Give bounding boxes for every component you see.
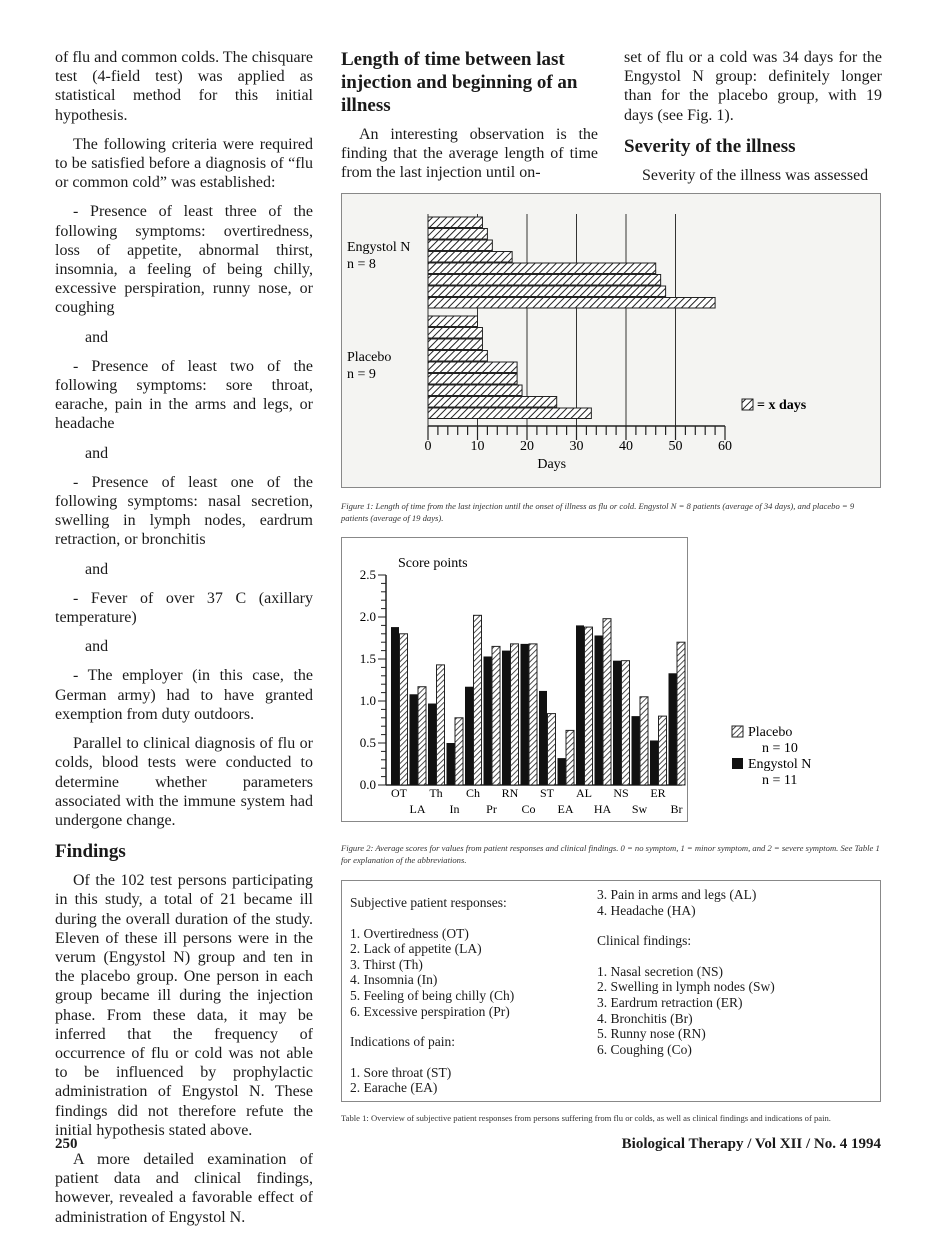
bar — [428, 397, 557, 408]
bar — [428, 316, 478, 327]
subjective-heading: Subjective patient responses: — [350, 895, 507, 910]
x-axis-label: Days — [537, 457, 567, 472]
paragraph-findings-2: A more detailed examination of patient data and clinical findings, however, revealed a favorable effect of administration of Engystol N. — [55, 1150, 313, 1226]
bar-engystol — [410, 694, 418, 785]
and-1: and — [85, 328, 109, 346]
and-3: and — [85, 560, 109, 578]
x-tick-label: AL — [576, 786, 592, 800]
table-1 — [341, 880, 881, 1102]
table-1-right-column — [597, 887, 867, 1072]
bar-engystol — [447, 743, 455, 785]
clinical-item: 5. Runny nose (RN) — [597, 1026, 706, 1042]
bar-engystol — [539, 691, 547, 785]
criterion-1: - Presence of least three of the following symptoms: overtiredness, loss of appetite, abnormal thirst, insomnia, a feeling of being chilly, excessive perspiration, runny nose, or coughing — [55, 203, 313, 317]
bar-placebo — [529, 644, 537, 785]
subjective-item: 6. Excessive perspiration (Pr) — [350, 1003, 510, 1019]
bar — [428, 252, 512, 263]
bar-engystol — [558, 758, 566, 785]
subjective-item: 1. Overtiredness (OT) — [350, 925, 469, 941]
group-n-label: n = 8 — [347, 257, 376, 272]
bar — [428, 408, 591, 419]
bar-engystol — [613, 661, 621, 785]
legend-engystol-n: n = 11 — [762, 773, 798, 788]
bar — [428, 328, 482, 339]
x-tick-label: Br — [670, 802, 683, 816]
subjective-item: 2. Lack of appetite (LA) — [350, 941, 482, 957]
bar-engystol — [521, 644, 529, 785]
y-tick-label: 0.0 — [359, 777, 376, 792]
journal-footer: Biological Therapy / Vol XII / No. 4 1994 — [621, 1136, 881, 1152]
bar — [428, 298, 715, 309]
x-tick-label: RN — [501, 786, 519, 800]
paragraph-criteria: The following criteria were required to be satisfied before a diagnosis of “flu or common cold” was established: — [55, 135, 313, 192]
pain-list-left — [350, 1065, 590, 1096]
x-tick-label: Sw — [631, 802, 648, 816]
bar-engystol — [632, 716, 640, 785]
x-tick-label: 50 — [668, 439, 683, 454]
x-tick-label: Co — [521, 802, 536, 816]
clinical-item: 3. Eardrum retraction (ER) — [597, 994, 743, 1010]
pain-heading: Indications of pain: — [350, 1034, 455, 1050]
bar-engystol — [576, 625, 584, 785]
figure-2-chart — [342, 538, 689, 823]
bar — [428, 362, 517, 373]
x-tick-label: EA — [557, 802, 574, 816]
clinical-item: 2. Swelling in lymph nodes (Sw) — [597, 979, 775, 995]
y-tick-label: 2.5 — [359, 567, 376, 582]
x-tick-label: 0 — [424, 439, 432, 454]
bar — [428, 217, 482, 228]
x-tick-label: NS — [613, 786, 629, 800]
clinical-heading: Clinical findings: — [597, 933, 692, 949]
heading-length-of-time: Length of time between last injection and beginning of an illness — [341, 49, 578, 116]
bar-placebo — [455, 718, 463, 785]
pain-item: 1. Sore throat (ST) — [350, 1064, 452, 1080]
pain-list-right — [597, 887, 867, 918]
x-tick-label: 20 — [520, 439, 534, 454]
paragraph-length: An interesting observation is the finding that the average length of time from the last injection until on- — [341, 126, 598, 182]
bar-engystol — [669, 673, 677, 785]
y-tick-label: 0.5 — [359, 735, 376, 750]
clinical-item: 6. Coughing (Co) — [597, 1041, 692, 1057]
figure-1-chart — [342, 194, 882, 489]
x-tick-label: OT — [391, 786, 407, 800]
bar-placebo — [622, 661, 630, 785]
subjective-list — [350, 926, 590, 1020]
text-column-left — [55, 48, 313, 1237]
pain-item: 2. Earache (EA) — [350, 1080, 438, 1096]
figure-1-caption: Figure 1: Length of time from the last injection until the onset of illness as flu or cold. Engystol N = 8 patients (average of 34 days), and placebo = 9 patients (average of 19 days). — [341, 501, 855, 523]
clinical-list — [597, 964, 867, 1058]
x-tick-label: Pr — [486, 802, 497, 816]
x-tick-label: Th — [429, 786, 443, 800]
heading-findings: Findings — [55, 841, 126, 863]
bar — [428, 240, 492, 251]
bar-placebo — [640, 697, 648, 785]
legend-engystol-label: Engystol N — [748, 757, 812, 772]
page-number: 250 — [55, 1136, 78, 1152]
bar-engystol — [484, 656, 492, 785]
bar — [428, 374, 517, 385]
y-tick-label: 2.0 — [359, 609, 376, 624]
pain-item: 4. Headache (HA) — [597, 902, 696, 918]
bar — [428, 351, 487, 362]
text-column-right — [624, 48, 882, 195]
bar-placebo — [492, 646, 500, 785]
bar — [428, 263, 656, 274]
x-tick-label: In — [449, 802, 460, 816]
legend-placebo-n: n = 10 — [762, 741, 798, 756]
criterion-5: - The employer (in this case, the German army) had to have granted exemption from duty outdoors. — [55, 667, 313, 723]
y-tick-label: 1.5 — [359, 651, 376, 666]
bar — [428, 275, 661, 286]
criterion-4: - Fever of over 37 C (axillary temperature) — [55, 589, 313, 627]
subjective-item: 5. Feeling of being chilly (Ch) — [350, 987, 515, 1003]
text-column-middle — [341, 48, 598, 193]
table-1-caption: Table 1: Overview of subjective patient responses from persons suffering from flu or colds, as well as clinical findings and indications of pain. — [341, 1113, 831, 1123]
group-n-label: n = 9 — [347, 367, 376, 382]
paragraph-parallel: Parallel to clinical diagnosis of flu or colds, blood tests were conducted to determine whether parameters associated with the immune system had undergone change. — [55, 735, 313, 829]
bar-placebo — [677, 642, 685, 785]
heading-severity: Severity of the illness — [624, 135, 796, 157]
x-tick-label: 40 — [619, 439, 633, 454]
clinical-item: 1. Nasal secretion (NS) — [597, 963, 723, 979]
group-label: Engystol N — [347, 240, 411, 255]
x-tick-label: ST — [539, 786, 555, 800]
x-tick-label: ER — [650, 786, 666, 800]
paragraph-continued: set of flu or a cold was 34 days for the Engystol N group: definitely longer than for the placebo group, with 19 days (see Fig. 1). — [624, 49, 882, 124]
x-tick-label: Ch — [465, 786, 481, 800]
and-4: and — [85, 638, 109, 656]
legend-placebo-label: Placebo — [748, 725, 793, 740]
bar-placebo — [474, 615, 482, 785]
bar-placebo — [659, 716, 667, 785]
x-tick-label: 30 — [569, 439, 584, 454]
bar-placebo — [585, 627, 593, 785]
subjective-item: 3. Thirst (Th) — [350, 956, 423, 972]
y-tick-label: 1.0 — [359, 693, 376, 708]
bar-engystol — [465, 687, 473, 785]
figure-2-legend — [690, 715, 880, 805]
bar-engystol — [650, 740, 658, 785]
group-label: Placebo — [347, 350, 392, 365]
bar-placebo — [566, 730, 574, 785]
bar — [428, 229, 487, 240]
clinical-item: 4. Bronchitis (Br) — [597, 1010, 693, 1026]
subjective-item: 4. Insomnia (In) — [350, 972, 438, 988]
bar-engystol — [502, 651, 510, 785]
bar-placebo — [603, 619, 611, 785]
pain-item: 3. Pain in arms and legs (AL) — [597, 887, 757, 902]
criterion-3: - Presence of least one of the following symptoms: nasal secretion, swelling in lymph nodes, eardrum retraction, or bronchitis — [55, 473, 313, 549]
y-axis-label: Score points — [398, 556, 468, 571]
x-tick-label: 60 — [718, 439, 732, 454]
bar-placebo — [548, 714, 556, 785]
figure-1 — [341, 193, 881, 488]
table-1-left-column — [350, 895, 590, 1111]
bar-placebo — [437, 665, 445, 785]
x-tick-label: HA — [593, 802, 612, 816]
bar-placebo — [418, 687, 426, 785]
legend-label: = x days — [757, 398, 807, 413]
legend-placebo-swatch — [732, 726, 743, 737]
figure-2-caption: Figure 2: Average scores for values from patient responses and clinical findings. 0 = no symptom, 1 = minor symptom, and 2 = severe symptom. See Table 1 for explanation of the abbreviations. — [341, 843, 880, 865]
figure-2 — [341, 537, 688, 822]
bar-engystol — [595, 635, 603, 785]
legend-engystol-swatch — [732, 758, 743, 769]
bar-placebo — [400, 634, 408, 785]
paragraph-intro: of flu and common colds. The chisquare test (4-field test) was applied as statistical method for this initial hypothesis. — [55, 49, 313, 124]
bar — [428, 385, 522, 396]
bar — [428, 286, 666, 297]
legend-swatch — [742, 399, 753, 410]
bar-engystol — [391, 627, 399, 785]
and-2: and — [85, 444, 109, 462]
criterion-2: - Presence of least two of the following symptoms: sore throat, earache, pain in the arms and legs, or headache — [55, 357, 313, 433]
x-tick-label: 10 — [470, 439, 485, 454]
paragraph-findings-1: Of the 102 test persons participating in this study, a total of 21 became ill during the overall duration of the study. Eleven of these ill persons were in the verum (Engystol N) group and ten in the placebo group. One person in each group became ill during the injection phase. From these data, it may be inferred that the frequency of occurrence of flu or cold was not able to be influenced by prophylactic administration of Engystol N. These findings did not therefore refute the initial hypothesis stated above. — [55, 872, 313, 1139]
bar-engystol — [428, 704, 436, 785]
paragraph-severity: Severity of the illness was assessed — [642, 166, 869, 184]
bar-placebo — [511, 644, 519, 785]
x-tick-label: LA — [409, 802, 426, 816]
bar — [428, 339, 482, 350]
